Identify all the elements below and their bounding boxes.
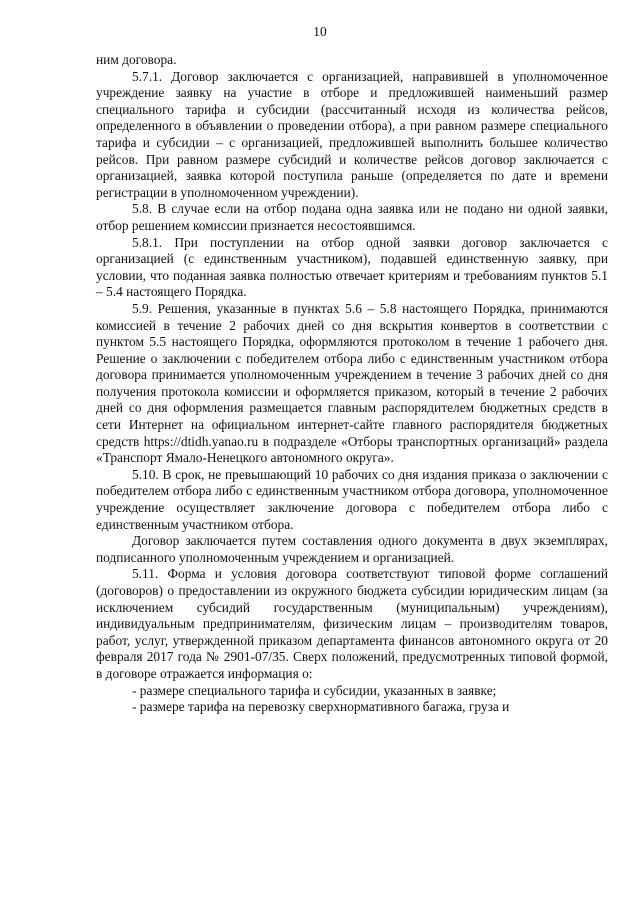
paragraph-continuation: ним договора. [96,52,177,67]
paragraph-5-8: 5.8. В случае если на отбор подана одна заявка или не подано ни одной заявки, отбор решением комиссии признается несостоявшимся. [96,201,608,233]
list-item-excess-baggage-tariff: - размере тарифа на перевозку сверхнормативного багажа, груза и [132,699,510,715]
document-body [96,52,608,716]
paragraph-contract-copies: Договор заключается путем составления одного документа в двух экземплярах, подписанного уполномоченным учреждением и организацией. [96,533,608,565]
paragraph-5-11: 5.11. Форма и условия договора соответствуют типовой форме соглашений (договоров) о предоставлении из окружного бюджета субсидии юридическим лицам (за исключением субсидий государственным (муниципальным) учреждениям), индивидуальным предпринимателям, физическим лицам – производителям товаров, работ, услуг, утвержденной приказом департамента финансов автономного округа от 20 февраля 2017 года № 2901-07/35. Сверх положений, предусмотренных типовой формой, в договоре отражается информация о: [96,566,608,681]
page-number: 10 [313,24,327,39]
paragraph-5-7-1: 5.7.1. Договор заключается с организацией, направившей в уполномоченное учреждение заявку на участие в отборе и предложившей наименьший размер специального тарифа и субсидии (рассчитанный исходя из количества рейсов, определенного в объявлении о проведении отбора), а при равном размере специального тарифа и субсидии – с организацией, предложившей выполнить большее количество рейсов. При равном размере субсидий и количестве рейсов договор заключается с организацией, заявка которой поступила раньше (определяется по дате и времени регистрации в уполномоченном учреждении). [96,68,608,200]
paragraph-5-10: 5.10. В срок, не превышающий 10 рабочих со дня издания приказа о заключении с победителем отбора либо с единственным участником отбора договора, уполномоченное учреждение осуществляет заключение договора с победителем отбора либо с единственным участником отбора. [96,466,608,532]
paragraph-5-9: 5.9. Решения, указанные в пунктах 5.6 – 5.8 настоящего Порядка, принимаются комиссией в течение 2 рабочих дней со дня вскрытия конвертов в соответствии с пунктом 5.5 настоящего Порядка, оформляются протоколом в течение 1 рабочего дня. Решение о заключении с победителем отбора либо с единственным участником отбора договора принимается уполномоченным учреждением в течение 3 рабочих дней со дня получения протокола комиссии и оформляется приказом, который в течение 2 рабочих дней со дня оформления размещается главным распорядителем бюджетных средств в сети Интернет на официальном интернет-сайте главного распорядителя бюджетных средств https://dtidh.yanao.ru в подразделе «Отборы транспортных организаций» раздела «Транспорт Ямало-Ненецкого автономного округа». [96,300,608,466]
list-item-tariff-subsidy: - размере специального тарифа и субсидии, указанных в заявке; [132,682,497,698]
paragraph-5-8-1: 5.8.1. При поступлении на отбор одной заявки договор заключается с организацией (с единственным участником), подавшей единственную заявку, при условии, что поданная заявка полностью отвечает критериям и требованиям пунктов 5.1 – 5.4 настоящего Порядка. [96,234,608,300]
